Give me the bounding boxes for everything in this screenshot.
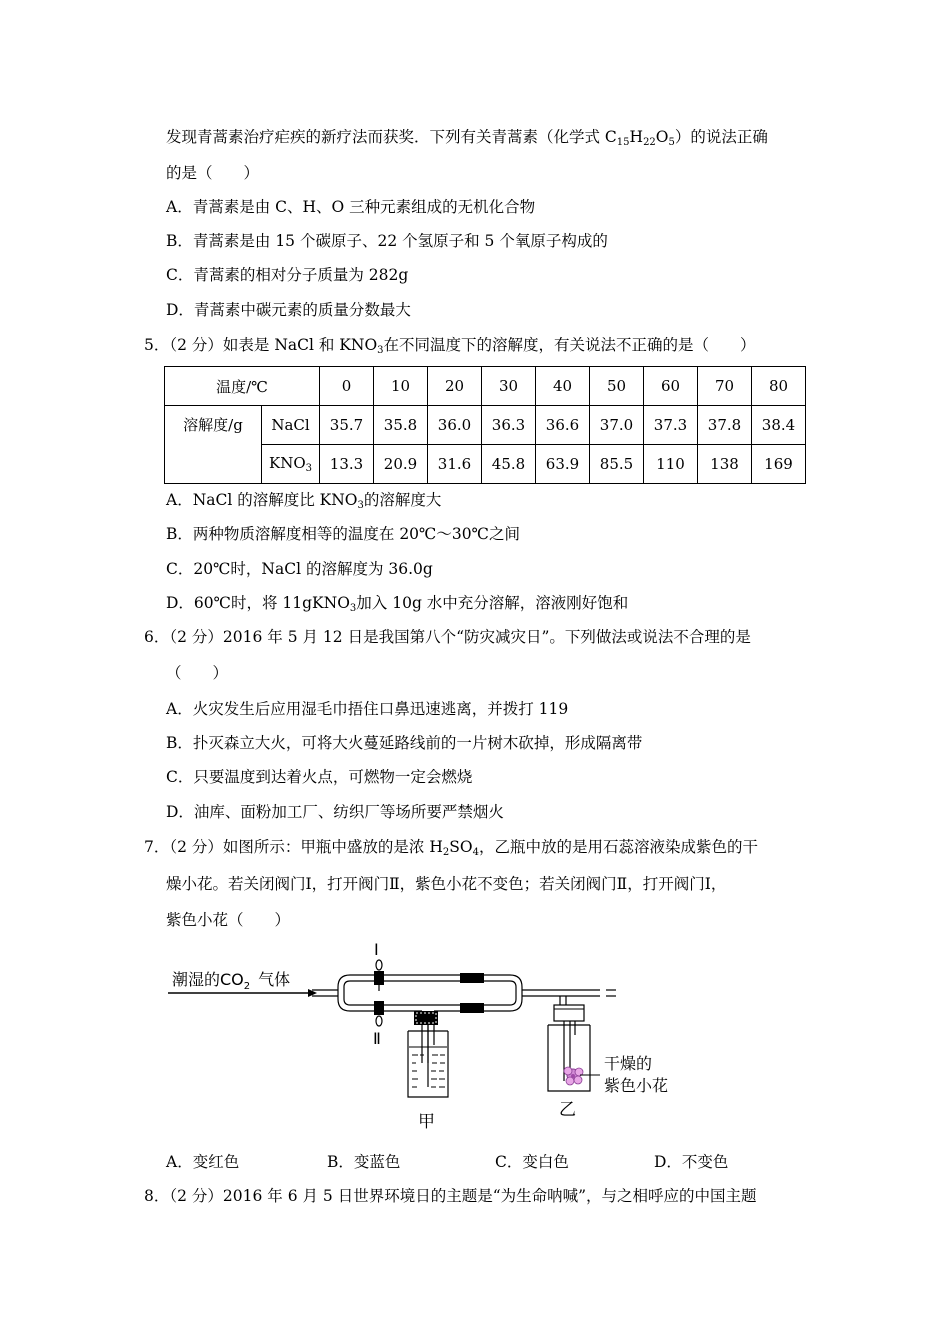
q4-option-c: C．青蒿素的相对分子质量为 282g	[166, 266, 409, 284]
outlet-tube	[522, 990, 616, 996]
nacl-cell: 38.4	[752, 406, 806, 445]
q7-stem: 7．（2 分）如图所示：甲瓶中盛放的是浓 $H_2SO_4$，乙瓶中放的是用石蕊溶液染成紫色的干	[144, 838, 758, 858]
q4-option-a: A．青蒿素是由 C、H、O 三种元素组成的无机化合物	[166, 198, 536, 216]
apparatus-diagram	[160, 935, 700, 1135]
bottle-a	[408, 1011, 448, 1097]
kno3-cell: 63.9	[536, 445, 590, 484]
q6-option-c: C．只要温度到达着火点，可燃物一定会燃烧	[166, 768, 473, 786]
q4-option-d: D．青蒿素中碳元素的质量分数最大	[166, 301, 411, 319]
q8-stem: 8．（2 分）2016 年 6 月 5 日世界环境日的主题是“为生命呐喊”，与之相呼应的中国主题	[144, 1187, 757, 1205]
solubility-header: 溶解度/g	[165, 406, 262, 484]
temp-cell: 30	[482, 367, 536, 406]
q5-option-b: B．两种物质溶解度相等的温度在 20℃～30℃之间	[166, 525, 520, 543]
kno3-cell: 20.9	[374, 445, 428, 484]
kno3-cell: 85.5	[590, 445, 644, 484]
q7-option-b: B．变蓝色	[327, 1153, 401, 1171]
purple-flower-icon	[564, 1067, 583, 1085]
valve-1-icon	[374, 960, 384, 991]
q7-option-d: D．不变色	[654, 1153, 729, 1171]
q7-stem-line3: 紫色小花（ ）	[166, 911, 291, 929]
nacl-cell: 36.3	[482, 406, 536, 445]
kno3-cell: 13.3	[320, 445, 374, 484]
q7-option-c: C．变白色	[495, 1153, 569, 1171]
q7-option-a: A．变红色	[166, 1153, 240, 1171]
valve-2-icon	[374, 1001, 384, 1026]
bottle-b-stopper	[554, 1005, 584, 1021]
q4-option-b: B．青蒿素是由 15 个碳原子、22 个氢原子和 5 个氧原子构成的	[166, 232, 608, 250]
temp-cell: 20	[428, 367, 482, 406]
nacl-cell: 37.3	[644, 406, 698, 445]
nacl-cell: 35.8	[374, 406, 428, 445]
nacl-cell: 37.0	[590, 406, 644, 445]
kno3-cell: 138	[698, 445, 752, 484]
temp-cell: 10	[374, 367, 428, 406]
temp-cell: 60	[644, 367, 698, 406]
kno3-cell: 110	[644, 445, 698, 484]
temp-cell: 50	[590, 367, 644, 406]
temp-cell: 0	[320, 367, 374, 406]
tube-left-connector	[338, 975, 350, 1011]
bottle-a-label: 甲	[418, 1112, 435, 1132]
nacl-label: NaCl	[262, 406, 320, 445]
q6-stem: 6．（2 分）2016 年 5 月 12 日是我国第八个“防灾减灾日”。下列做法或说法不合理的是	[144, 628, 751, 646]
kno3-cell: 45.8	[482, 445, 536, 484]
table-row-kno3	[165, 445, 806, 484]
bottle-b-label: 乙	[559, 1100, 576, 1120]
q7-stem-line2: 燥小花。若关闭阀门Ⅰ，打开阀门Ⅱ，紫色小花不变色；若关闭阀门Ⅱ，打开阀门Ⅰ，	[166, 875, 727, 893]
temp-cell: 80	[752, 367, 806, 406]
kno3-label: $KNO_3$	[262, 445, 320, 484]
q5-option-d: D．60℃时，将 11gKNO$_3$加入 10g 水中充分溶解，溶液刚好饱和	[166, 594, 629, 614]
rubber-joint	[460, 1003, 484, 1013]
tube-right-connector	[510, 975, 522, 1011]
table-row-nacl	[165, 406, 806, 445]
temp-cell: 40	[536, 367, 590, 406]
kno3-cell: 169	[752, 445, 806, 484]
flower-label-line2: 紫色小花	[604, 1076, 669, 1095]
q6-stem-line2: （ ）	[166, 664, 229, 682]
q4-stem-line1: 发现青蒿素治疗疟疾的新疗法而获奖．下列有关青蒿素（化学式 $C_{15}H_{22}O_5$）的说法正确	[166, 128, 768, 148]
rubber-joint	[460, 973, 484, 983]
nacl-cell: 36.0	[428, 406, 482, 445]
flower-label-line1: 干燥的	[604, 1054, 653, 1073]
gas-label: 潮湿的$CO_2$ 气体	[172, 970, 291, 992]
q6-option-a: A．火灾发生后应用湿毛巾捂住口鼻迅速逃离，并拨打 119	[166, 700, 569, 718]
nacl-cell: 37.8	[698, 406, 752, 445]
valve-1-label: Ⅰ	[374, 940, 379, 959]
q4-stem-line2: 的是（ ）	[166, 164, 260, 182]
q5-option-a: A．NaCl 的溶解度比 $KNO_3$的溶解度大	[166, 491, 442, 511]
nacl-cell: 36.6	[536, 406, 590, 445]
q6-option-d: D．油库、面粉加工厂、纺织厂等场所要严禁烟火	[166, 803, 504, 821]
temp-header: 温度/℃	[165, 367, 320, 406]
q5-option-c: C．20℃时，NaCl 的溶解度为 36.0g	[166, 560, 433, 578]
q5-stem: 5．（2 分）如表是 NaCl 和 $KNO_3$在不同温度下的溶解度，有关说法不正确的是（ ）	[144, 336, 756, 356]
table-row-temperature	[165, 367, 806, 406]
q6-option-b: B．扑灭森立大火，可将大火蔓延路线前的一片树木砍掉，形成隔离带	[166, 734, 643, 752]
solubility-table	[164, 366, 806, 484]
valve-2-label: Ⅱ	[373, 1029, 381, 1048]
nacl-cell: 35.7	[320, 406, 374, 445]
kno3-cell: 31.6	[428, 445, 482, 484]
temp-cell: 70	[698, 367, 752, 406]
